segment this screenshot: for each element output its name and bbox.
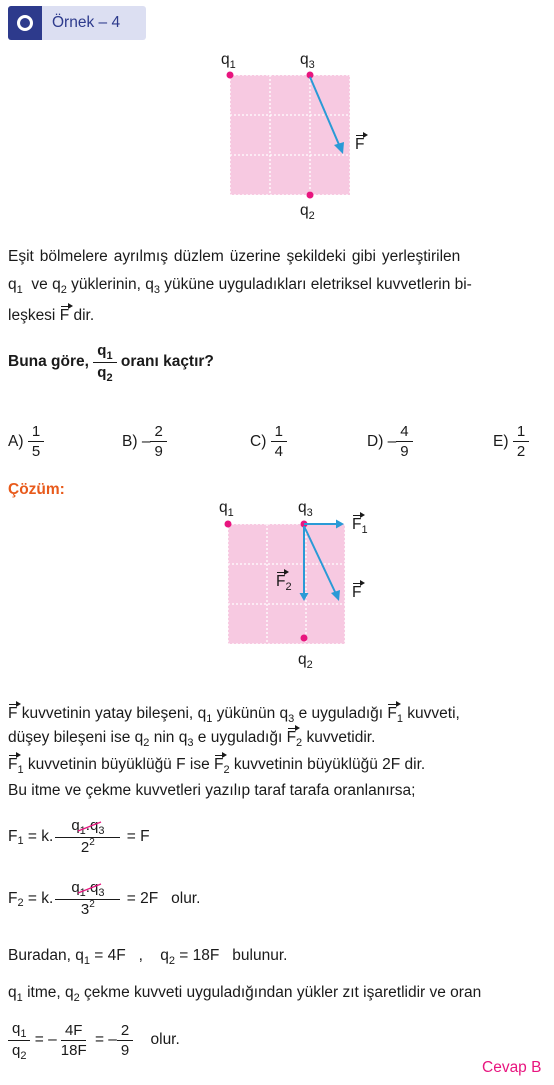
grid-background: [230, 75, 350, 195]
charge-q1: [227, 72, 234, 79]
solution-title: Çözüm:: [8, 481, 65, 498]
cancel-mark: [77, 819, 103, 833]
example-label: Örnek – 4: [52, 14, 121, 31]
result-line: Buradan, $q_1 = 4F$ , $q_2 = 18F$ bulunur.: [8, 947, 288, 967]
fig2-label-q1: $q_1$: [219, 499, 234, 519]
fig1-label-q3: $q_3$: [300, 51, 315, 71]
charge-q2-2: [301, 635, 308, 642]
question-line: Buna göre, $\frac{q_1}{q_2}$ oranı kaçtır?: [8, 341, 214, 384]
option-b[interactable]: B) – $\frac{2}{9}$: [122, 423, 167, 460]
option-e[interactable]: E) $\frac{1}{2}$: [493, 423, 529, 460]
equation-f2: F 2 = k. $\frac{q_1.q_3}{3^2}$ = 2F olur.: [8, 878, 201, 918]
example-header: [8, 6, 146, 40]
solution-line-3: $F_1$ kuvvetinin büyüklüğü F ise $F_2$ kuvvetinin büyüklüğü 2F dir.: [8, 756, 426, 776]
problem-line-3: leşkesi F dir.: [8, 307, 95, 324]
circle-icon: [17, 15, 33, 31]
fig2-label-f2: $F_2$: [276, 573, 292, 593]
fig2-label-f1: $F_1$: [352, 516, 368, 536]
problem-line-1: Eşit bölmelere ayrılmış düzlem üzerine şekildeki gibi yerleştirilen: [8, 248, 461, 265]
fig1-label-q1: $q_1$: [221, 51, 236, 71]
cancel-mark-2: [77, 881, 103, 895]
option-a[interactable]: A) $\frac{1}{5}$: [8, 423, 44, 460]
header-icon-box: [8, 6, 42, 40]
charge-q1-2: [225, 521, 232, 528]
fig2-label-q3: $q_3$: [298, 499, 313, 519]
option-d[interactable]: D) – $\frac{4}{9}$: [367, 423, 413, 460]
answer-label: Cevap B: [482, 1059, 542, 1076]
equation-f1: F 1 = k. $\frac{q_1.q_3}{2^2}$ = F: [8, 816, 150, 856]
fig1-label-q2: $q_2$: [300, 202, 315, 222]
fig2-label-f: F: [352, 584, 362, 601]
final-ratio: $\frac{q_1}{q_2}$ = – $\frac{4F}{18F}$ = – $\frac{2}{9}$ olur.: [8, 1016, 180, 1064]
solution-line-4: Bu itme ve çekme kuvvetleri yazılıp taraf tarafa oranlanırsa;: [8, 782, 416, 799]
problem-line-2: $q_1$ ve $q_2$ yüklerinin, $q_3$ yüküne uyguladıkları eletriksel kuvvetlerin bi-: [8, 276, 472, 296]
sign-line: $q_1$ itme, $q_2$ çekme kuvveti uyguladığından yükler zıt işaretlidir ve oran: [8, 984, 482, 1004]
fig2-label-q2: $q_2$: [298, 651, 313, 671]
fig1-label-f: F: [355, 136, 365, 153]
charge-q2: [307, 192, 314, 199]
solution-line-2: düşey bileşeni ise $q_2$ nin $q_3$ e uyguladığı $F_2$ kuvvetidir.: [8, 729, 376, 749]
option-c[interactable]: C) $\frac{1}{4}$: [250, 423, 287, 460]
solution-line-1: F kuvvetinin yatay bileşeni, $q_1$ yükünün $q_3$ e uyguladığı $F_1$ kuvveti,: [8, 705, 460, 725]
